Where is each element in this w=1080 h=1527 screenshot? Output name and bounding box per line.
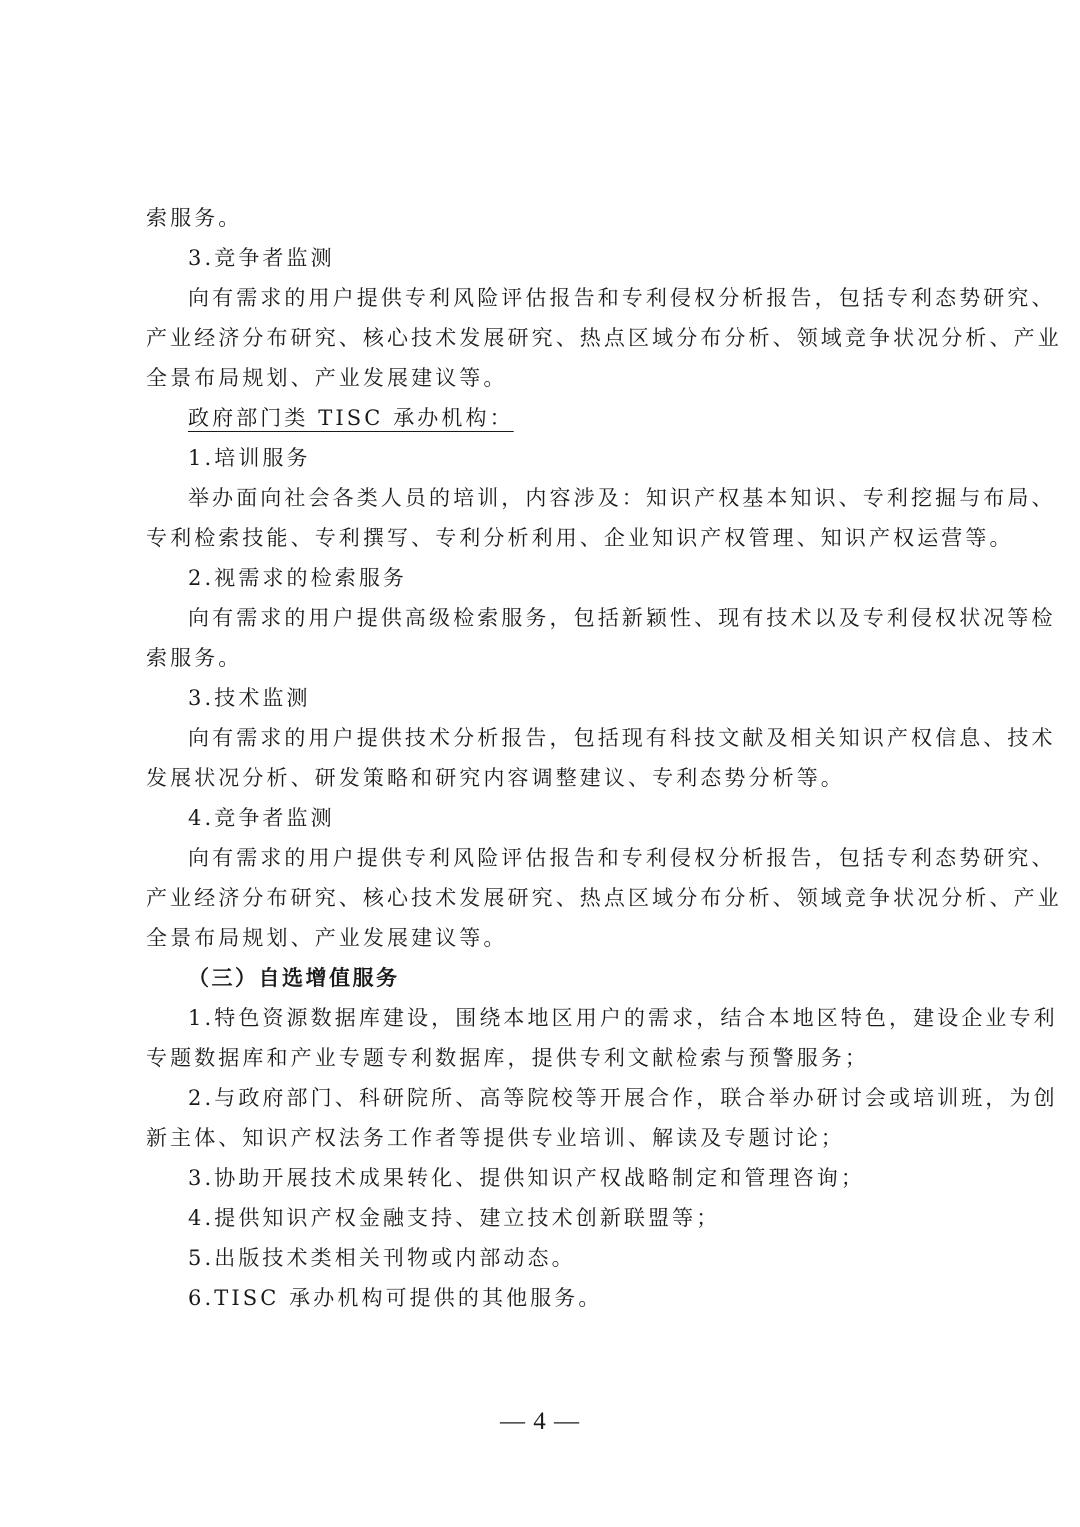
paragraph-line: 全景布局规划、产业发展建议等。 bbox=[146, 926, 508, 950]
item-heading-tech-monitoring: 3.技术监测 bbox=[188, 686, 311, 710]
list-item: 3.协助开展技术成果转化、提供知识产权战略制定和管理咨询； bbox=[188, 1166, 865, 1190]
paragraph-line: 向有需求的用户提供技术分析报告，包括现有科技文献及相关知识产权信息、技术 bbox=[188, 726, 1056, 750]
item-heading-competitor-monitoring: 4.竞争者监测 bbox=[188, 806, 335, 830]
paragraph-line: 专题数据库和产业专题专利数据库，提供专利文献检索与预警服务； bbox=[146, 1046, 869, 1070]
list-item: 6.TISC 承办机构可提供的其他服务。 bbox=[188, 1286, 603, 1310]
paragraph-line: 产业经济分布研究、核心技术发展研究、热点区域分布分析、领域竞争状况分析、产业 bbox=[146, 886, 1062, 910]
underlined-heading-text: 政府部门类 TISC 承办机构： bbox=[188, 406, 514, 430]
paragraph-line: 全景布局规划、产业发展建议等。 bbox=[146, 366, 508, 390]
item-heading-training: 1.培训服务 bbox=[188, 446, 311, 470]
section-subheading-government-tisc bbox=[188, 398, 968, 438]
page-number: — 4 — bbox=[500, 1408, 580, 1435]
paragraph-line: 举办面向社会各类人员的培训，内容涉及：知识产权基本知识、专利挖掘与布局、 bbox=[188, 486, 1056, 510]
item-heading-search-service: 2.视需求的检索服务 bbox=[188, 566, 408, 590]
list-item: 2.与政府部门、科研院所、高等院校等开展合作，联合举办研讨会或培训班，为创 bbox=[188, 1086, 1058, 1110]
list-item: 4.提供知识产权金融支持、建立技术创新联盟等； bbox=[188, 1206, 721, 1230]
section-heading-optional-services: （三）自选增值服务 bbox=[188, 965, 400, 990]
paragraph-line: 向有需求的用户提供专利风险评估报告和专利侵权分析报告，包括专利态势研究、 bbox=[188, 846, 1056, 870]
paragraph-line: 向有需求的用户提供专利风险评估报告和专利侵权分析报告，包括专利态势研究、 bbox=[188, 286, 1056, 310]
paragraph-line: 发展状况分析、研发策略和研究内容调整建议、专利态势分析等。 bbox=[146, 766, 845, 790]
paragraph-line: 向有需求的用户提供高级检索服务，包括新颖性、现有技术以及专利侵权状况等检 bbox=[188, 606, 1056, 630]
paragraph-line: 索服务。 bbox=[146, 646, 243, 670]
item-heading-competitor-monitoring: 3.竞争者监测 bbox=[188, 246, 335, 270]
paragraph-line: 产业经济分布研究、核心技术发展研究、热点区域分布分析、领域竞争状况分析、产业 bbox=[146, 326, 1062, 350]
paragraph-line: 专利检索技能、专利撰写、专利分析利用、企业知识产权管理、知识产权运营等。 bbox=[146, 526, 1014, 550]
paragraph-line: 新主体、知识产权法务工作者等提供专业培训、解读及专题讨论； bbox=[146, 1126, 845, 1150]
paragraph-line: 索服务。 bbox=[146, 206, 243, 230]
list-item: 5.出版技术类相关刊物或内部动态。 bbox=[188, 1246, 576, 1270]
list-item: 1.特色资源数据库建设，围绕本地区用户的需求，结合本地区特色，建设企业专利 bbox=[188, 1006, 1058, 1030]
